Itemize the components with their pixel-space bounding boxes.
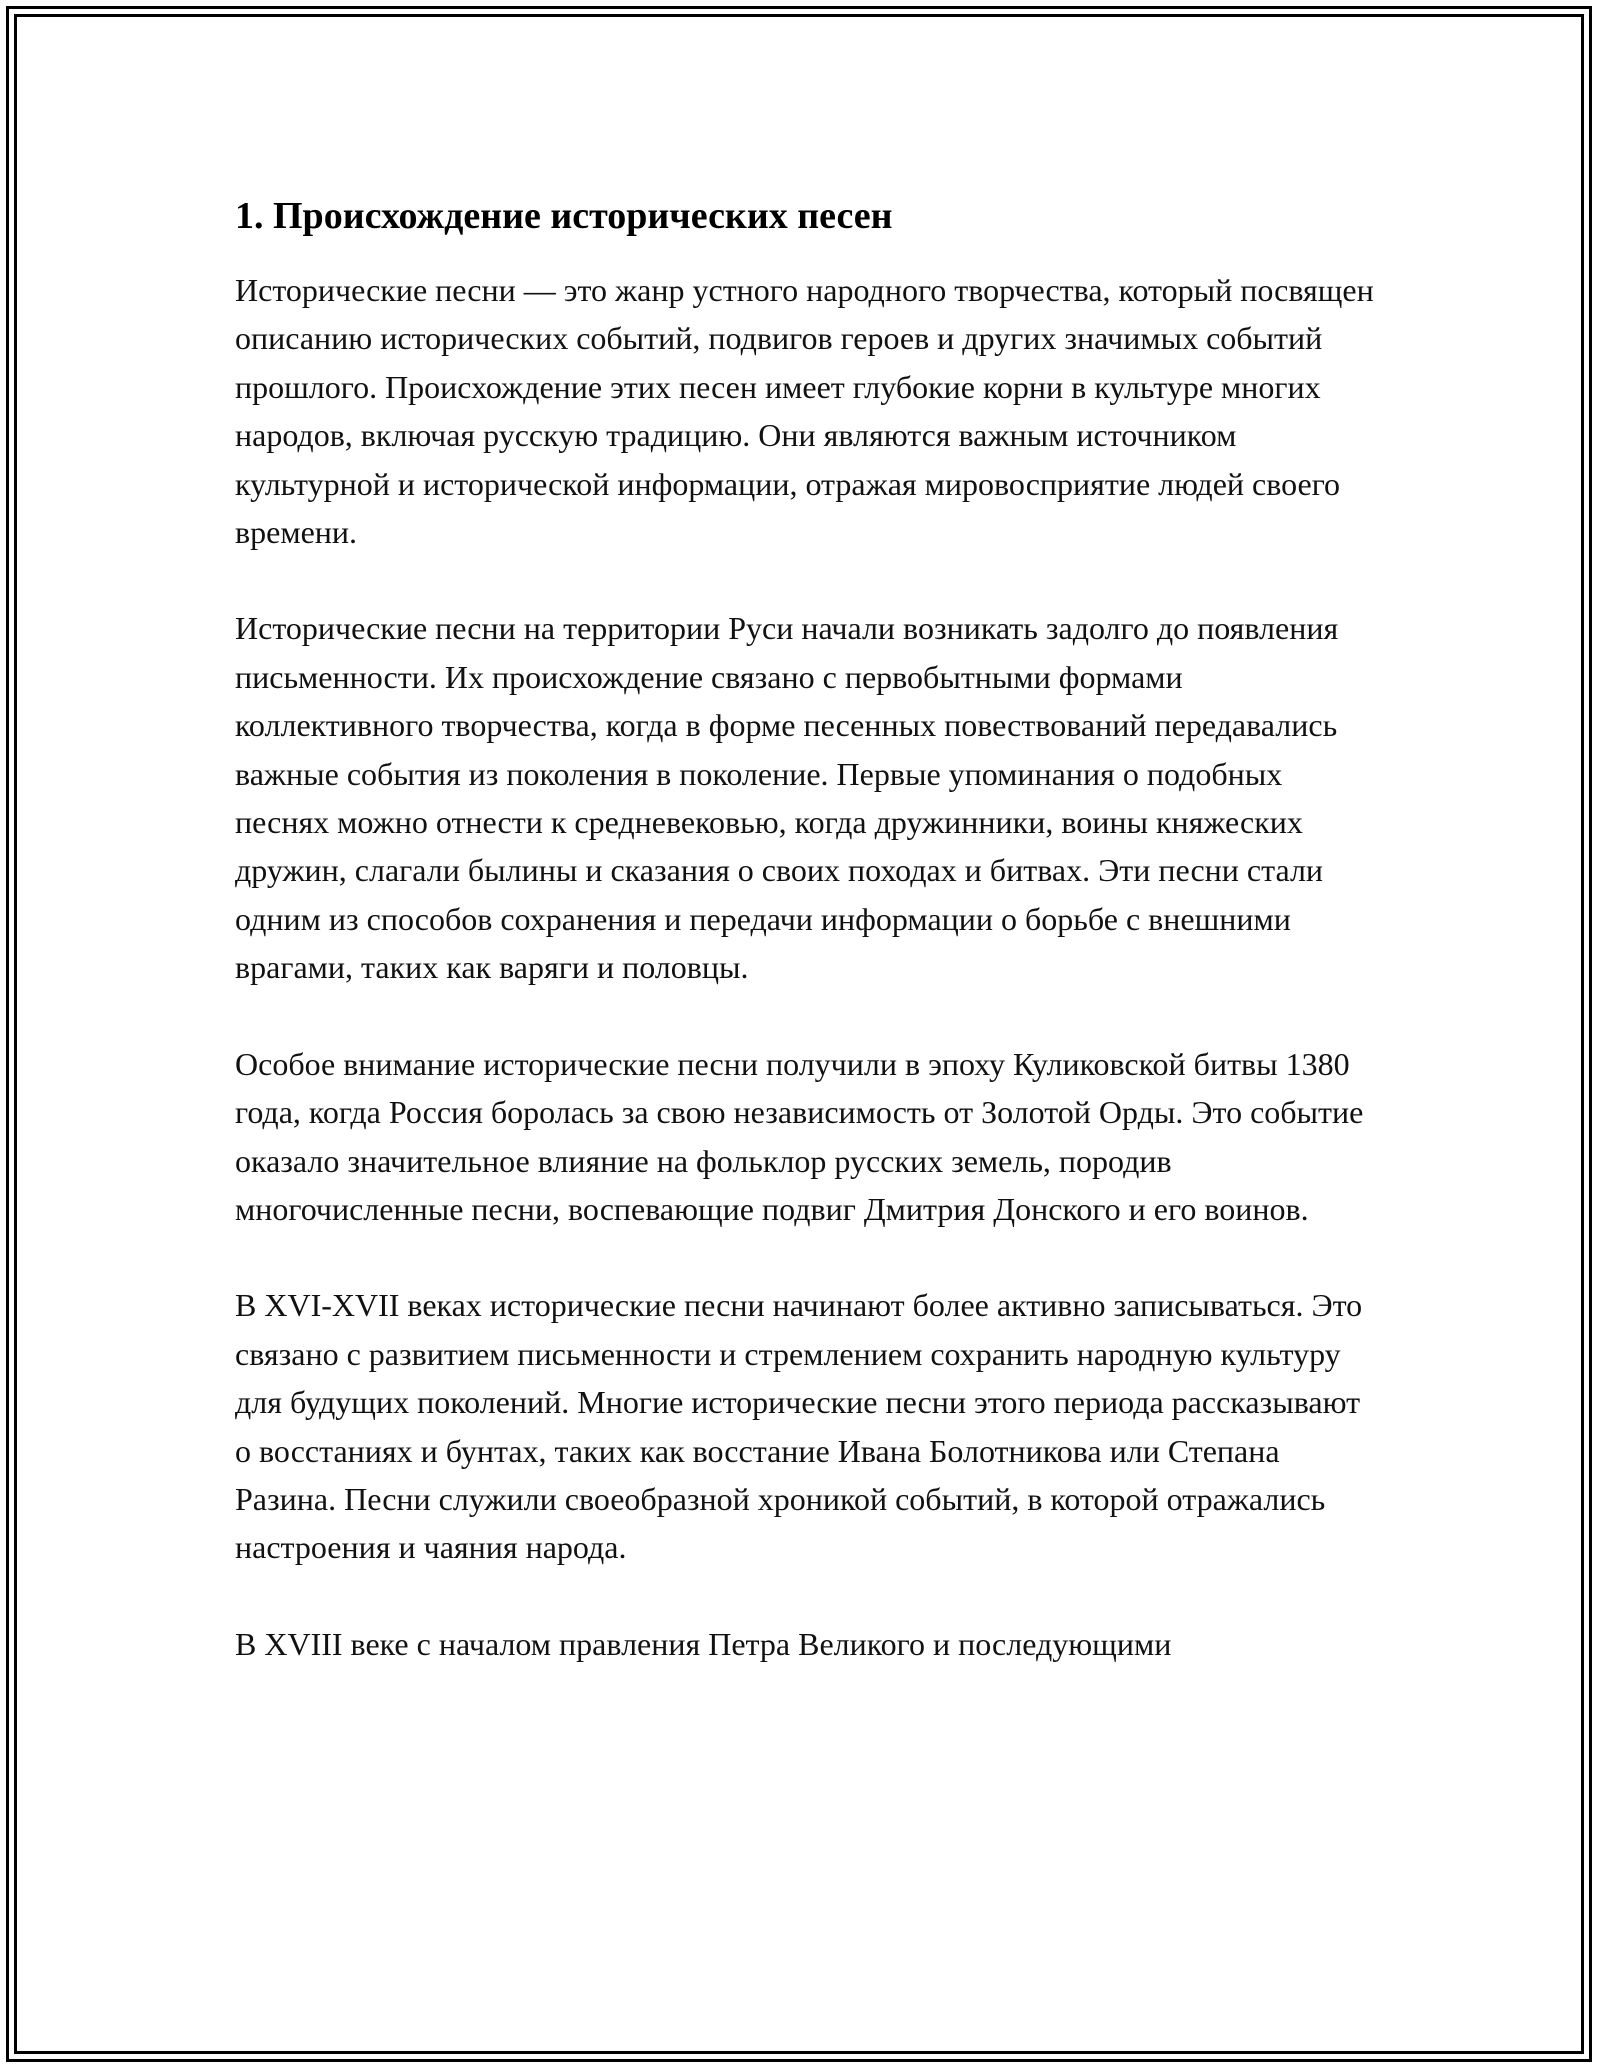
paragraph-4: В XVI-XVII веках исторические песни начинают более активно записываться. Это связано с развитием письменности и стремлением сохранить народную культуру для будущих поколений. Многие исторические песни этого периода рассказывают о восстаниях и бунтах, таких как восстание Ивана Болотникова или Степана Разина. Песни служили своеобразной хроникой событий, в которой отражались настроения и чаяния народа. bbox=[235, 1287, 1363, 1566]
paragraph-2: Исторические песни на территории Руси начали возникать задолго до появления письменности. Их происхождение связано с первобытными формами коллективного творчества, когда в форме песенных повествований передавались важные события из поколения в поколение. Первые упоминания о подобных песнях можно отнести к средневековью, когда дружинники, воины княжеских дружин, слагали былины и сказания о своих походах и битвах. Эти песни стали одним из способов сохранения и передачи информации о борьбе с внешними врагами, таких как варяги и половцы. bbox=[235, 610, 1339, 986]
document-page bbox=[235, 190, 1375, 1716]
paragraph-3: Особое внимание исторические песни получили в эпоху Куликовской битвы 1380 года, когда Россия боролась за свою независимость от Золотой Орды. Это событие оказало значительное влияние на фольклор русских земель, породив многочисленные песни, воспевающие подвиг Дмитрия Донского и его воинов. bbox=[235, 1045, 1364, 1227]
paragraph-1: Исторические песни — это жанр устного народного творчества, который посвящен описанию исторических событий, подвигов героев и других значимых событий прошлого. Происхождение этих песен имеет глубокие корни в культуре многих народов, включая русскую традицию. Они являются важным источником культурной и исторической информации, отражая мировосприятие людей своего времени. bbox=[235, 272, 1374, 551]
paragraph-5: В XVIII веке с началом правления Петра Великого и последующими bbox=[235, 1625, 1172, 1662]
section-heading: 1. Происхождение исторических песен bbox=[235, 195, 893, 237]
